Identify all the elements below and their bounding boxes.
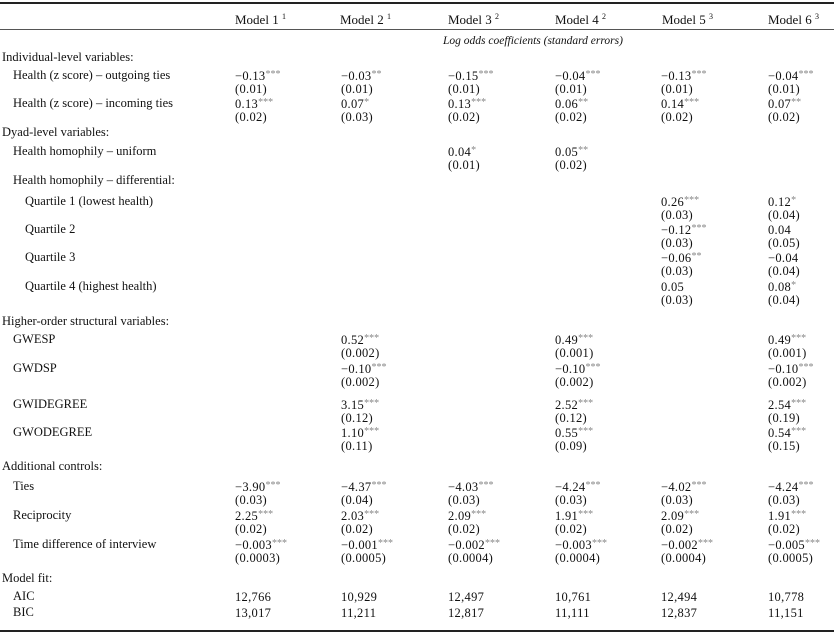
coefficient-cell bbox=[235, 479, 280, 494]
standard-error-cell: (0.03) bbox=[555, 493, 588, 507]
coefficient-cell bbox=[768, 508, 806, 523]
significance-stars: *** bbox=[578, 509, 594, 520]
coefficient-cell bbox=[768, 425, 806, 440]
significance-stars: ** bbox=[578, 145, 589, 156]
coefficient-value: −0.03 bbox=[341, 69, 372, 83]
standard-error-cell: (0.19) bbox=[768, 411, 801, 425]
coefficient-value: −0.001 bbox=[341, 538, 378, 552]
standard-error-cell: (0.04) bbox=[768, 208, 801, 222]
significance-stars: *** bbox=[484, 538, 500, 549]
top-rule bbox=[0, 2, 834, 4]
coefficient-value: −0.10 bbox=[555, 362, 586, 376]
significance-stars: ** bbox=[791, 97, 802, 108]
coefficient-value: 12,766 bbox=[235, 590, 272, 604]
column-header bbox=[340, 10, 391, 27]
coefficient-cell bbox=[341, 68, 381, 83]
coefficient-cell bbox=[661, 479, 706, 494]
coefficient-value: −4.03 bbox=[448, 480, 479, 494]
standard-error-cell: (0.03) bbox=[235, 493, 268, 507]
coefficient-value: 0.06 bbox=[555, 97, 579, 111]
standard-error-cell: (0.002) bbox=[768, 375, 807, 389]
significance-stars: *** bbox=[684, 97, 700, 108]
coefficient-value: 2.09 bbox=[448, 509, 472, 523]
coefficient-value: −0.002 bbox=[661, 538, 698, 552]
significance-stars: *** bbox=[691, 69, 707, 80]
row-label: Reciprocity bbox=[13, 508, 72, 522]
section-label: Dyad-level variables: bbox=[2, 125, 110, 139]
significance-stars: *** bbox=[798, 480, 814, 491]
coefficient-cell bbox=[235, 537, 287, 552]
column-footnote: 1 bbox=[281, 12, 286, 21]
coefficient-cell bbox=[235, 605, 271, 620]
significance-stars: *** bbox=[371, 480, 387, 491]
coefficient-cell bbox=[768, 279, 796, 294]
standard-error-cell: (0.03) bbox=[661, 236, 694, 250]
coefficient-cell bbox=[661, 508, 699, 523]
coefficient-value: 0.04 bbox=[768, 223, 792, 237]
column-footnote: 3 bbox=[814, 12, 819, 21]
coefficient-value: 11,211 bbox=[341, 606, 377, 620]
column-footnote: 2 bbox=[601, 12, 606, 21]
coefficient-value: 0.13 bbox=[448, 97, 472, 111]
coefficient-value: 0.08 bbox=[768, 280, 792, 294]
column-header-label: Model 4 bbox=[555, 12, 599, 27]
coefficient-cell bbox=[555, 508, 593, 523]
coefficient-cell bbox=[661, 68, 706, 83]
significance-stars: *** bbox=[265, 69, 281, 80]
coefficient-cell bbox=[555, 537, 607, 552]
significance-stars: * bbox=[364, 97, 370, 108]
coefficient-cell bbox=[555, 589, 591, 604]
coefficient-value: 2.09 bbox=[661, 509, 685, 523]
significance-stars: *** bbox=[258, 97, 274, 108]
standard-error-cell: (0.01) bbox=[448, 158, 481, 172]
significance-stars: *** bbox=[791, 333, 807, 344]
standard-error-cell: (0.0004) bbox=[448, 551, 494, 565]
coefficient-cell bbox=[341, 589, 377, 604]
coefficient-cell bbox=[448, 508, 486, 523]
coefficient-value: 1.91 bbox=[555, 509, 579, 523]
row-label: Quartile 4 (highest health) bbox=[25, 279, 157, 293]
column-header bbox=[662, 10, 713, 27]
coefficient-cell bbox=[555, 479, 600, 494]
standard-error-cell: (0.001) bbox=[768, 346, 807, 360]
coefficient-cell bbox=[448, 479, 493, 494]
coefficient-cell bbox=[555, 361, 600, 376]
coefficient-value: −0.12 bbox=[661, 223, 692, 237]
significance-stars: ** bbox=[578, 97, 589, 108]
significance-stars: *** bbox=[791, 509, 807, 520]
standard-error-cell: (0.01) bbox=[235, 82, 268, 96]
standard-error-cell: (0.02) bbox=[448, 110, 481, 124]
coefficient-value: −0.003 bbox=[555, 538, 592, 552]
significance-stars: ** bbox=[371, 69, 382, 80]
coefficient-value: −0.005 bbox=[768, 538, 805, 552]
row-label: GWESP bbox=[13, 332, 56, 346]
column-header-label: Model 2 bbox=[340, 12, 384, 27]
column-header-label: Model 3 bbox=[448, 12, 492, 27]
row-label: GWODEGREE bbox=[13, 425, 93, 439]
section-label: Higher-order structural variables: bbox=[2, 314, 170, 328]
standard-error-cell: (0.0005) bbox=[768, 551, 814, 565]
coefficient-cell bbox=[661, 222, 706, 237]
standard-error-cell: (0.02) bbox=[768, 522, 801, 536]
coefficient-value: 0.07 bbox=[341, 97, 365, 111]
standard-error-cell: (0.03) bbox=[661, 293, 694, 307]
significance-stars: *** bbox=[585, 480, 601, 491]
coefficient-value: 0.05 bbox=[555, 145, 579, 159]
coefficient-value: 2.52 bbox=[555, 398, 579, 412]
significance-stars: *** bbox=[377, 538, 393, 549]
coefficient-cell bbox=[768, 332, 806, 347]
coefficient-cell bbox=[555, 68, 600, 83]
standard-error-cell: (0.02) bbox=[555, 522, 588, 536]
significance-stars: *** bbox=[265, 480, 281, 491]
coefficient-value: −0.04 bbox=[768, 69, 799, 83]
significance-stars: *** bbox=[471, 509, 487, 520]
coefficient-cell bbox=[768, 96, 801, 111]
standard-error-cell: (0.03) bbox=[768, 493, 801, 507]
coefficient-cell bbox=[768, 222, 791, 237]
coefficient-value: 12,497 bbox=[448, 590, 485, 604]
coefficient-cell bbox=[341, 96, 369, 111]
significance-stars: *** bbox=[578, 426, 594, 437]
significance-stars: *** bbox=[798, 69, 814, 80]
standard-error-cell: (0.001) bbox=[555, 346, 594, 360]
coefficient-value: 0.49 bbox=[768, 333, 792, 347]
coefficient-cell bbox=[235, 96, 273, 111]
coefficient-value: 0.55 bbox=[555, 426, 579, 440]
coefficient-cell bbox=[555, 397, 593, 412]
coefficient-value: 3.15 bbox=[341, 398, 365, 412]
coefficient-value: −4.24 bbox=[768, 480, 799, 494]
significance-stars: *** bbox=[578, 398, 594, 409]
coefficient-cell bbox=[555, 425, 593, 440]
coefficient-cell bbox=[768, 537, 820, 552]
coefficient-cell bbox=[768, 361, 813, 376]
section-label: Model fit: bbox=[2, 571, 53, 585]
coefficient-value: 1.10 bbox=[341, 426, 365, 440]
coefficient-cell bbox=[341, 397, 379, 412]
coefficient-cell bbox=[448, 605, 484, 620]
coefficient-value: 13,017 bbox=[235, 606, 272, 620]
standard-error-cell: (0.02) bbox=[661, 522, 694, 536]
coefficient-value: 0.52 bbox=[341, 333, 365, 347]
standard-error-cell: (0.02) bbox=[235, 110, 268, 124]
coefficient-value: 0.04 bbox=[448, 145, 472, 159]
standard-error-cell: (0.11) bbox=[341, 439, 373, 453]
coefficient-cell bbox=[768, 479, 813, 494]
significance-stars: *** bbox=[684, 195, 700, 206]
coefficient-cell bbox=[661, 537, 713, 552]
significance-stars: *** bbox=[364, 333, 380, 344]
significance-stars: *** bbox=[471, 97, 487, 108]
significance-stars: ** bbox=[691, 251, 702, 262]
coefficient-cell bbox=[768, 194, 796, 209]
standard-error-cell: (0.09) bbox=[555, 439, 588, 453]
section-label: Individual-level variables: bbox=[2, 50, 134, 64]
significance-stars: *** bbox=[691, 480, 707, 491]
significance-stars: *** bbox=[258, 509, 274, 520]
significance-stars: *** bbox=[578, 333, 594, 344]
coefficient-cell bbox=[555, 144, 588, 159]
standard-error-cell: (0.01) bbox=[661, 82, 694, 96]
standard-error-cell: (0.02) bbox=[661, 110, 694, 124]
standard-error-cell: (0.01) bbox=[555, 82, 588, 96]
standard-error-cell: (0.15) bbox=[768, 439, 801, 453]
coefficient-value: −4.37 bbox=[341, 480, 372, 494]
coefficient-cell bbox=[448, 96, 486, 111]
coefficient-cell bbox=[341, 537, 393, 552]
coefficient-value: −4.24 bbox=[555, 480, 586, 494]
coefficient-value: 0.05 bbox=[661, 280, 685, 294]
bottom-rule bbox=[0, 630, 834, 632]
significance-stars: * bbox=[791, 280, 797, 291]
row-label: Health (z score) – incoming ties bbox=[13, 96, 174, 110]
significance-stars: *** bbox=[364, 398, 380, 409]
coefficient-value: 0.26 bbox=[661, 195, 685, 209]
row-label: Ties bbox=[13, 479, 35, 493]
coefficient-value: −0.13 bbox=[235, 69, 266, 83]
column-header bbox=[448, 10, 499, 27]
coefficient-value: 0.13 bbox=[235, 97, 259, 111]
standard-error-cell: (0.12) bbox=[555, 411, 588, 425]
coefficient-cell bbox=[235, 508, 273, 523]
coefficient-value: 2.54 bbox=[768, 398, 792, 412]
standard-error-cell: (0.03) bbox=[661, 264, 694, 278]
coefficient-value: 12,837 bbox=[661, 606, 698, 620]
coefficient-value: 0.14 bbox=[661, 97, 685, 111]
coefficient-cell bbox=[555, 605, 590, 620]
standard-error-cell: (0.02) bbox=[555, 158, 588, 172]
significance-stars: * bbox=[791, 195, 797, 206]
coefficient-cell bbox=[341, 361, 386, 376]
coefficient-value: 10,778 bbox=[768, 590, 805, 604]
column-header-label: Model 1 bbox=[235, 12, 279, 27]
row-label: Quartile 3 bbox=[25, 250, 76, 264]
significance-stars: *** bbox=[684, 509, 700, 520]
coefficient-cell bbox=[768, 68, 813, 83]
standard-error-cell: (0.0003) bbox=[235, 551, 281, 565]
significance-stars: *** bbox=[364, 509, 380, 520]
standard-error-cell: (0.12) bbox=[341, 411, 374, 425]
coefficient-cell bbox=[448, 537, 500, 552]
coefficient-cell bbox=[768, 250, 798, 265]
coefficient-cell bbox=[768, 397, 806, 412]
standard-error-cell: (0.03) bbox=[661, 208, 694, 222]
standard-error-cell: (0.02) bbox=[448, 522, 481, 536]
standard-error-cell: (0.002) bbox=[341, 375, 380, 389]
significance-stars: *** bbox=[697, 538, 713, 549]
column-footnote: 1 bbox=[386, 12, 391, 21]
coefficient-cell bbox=[661, 96, 699, 111]
coefficient-value: −0.15 bbox=[448, 69, 479, 83]
coefficient-value: −0.06 bbox=[661, 251, 692, 265]
column-header bbox=[555, 10, 606, 27]
standard-error-cell: (0.03) bbox=[341, 110, 374, 124]
coefficient-cell bbox=[341, 425, 379, 440]
coefficient-cell bbox=[235, 589, 271, 604]
coefficient-cell bbox=[341, 508, 379, 523]
coefficient-value: −0.003 bbox=[235, 538, 272, 552]
row-label: Health homophily – uniform bbox=[13, 144, 157, 158]
row-label: Quartile 2 bbox=[25, 222, 76, 236]
standard-error-cell: (0.02) bbox=[768, 110, 801, 124]
column-footnote: 2 bbox=[494, 12, 499, 21]
coefficient-cell bbox=[448, 68, 493, 83]
significance-stars: *** bbox=[371, 362, 387, 373]
standard-error-cell: (0.02) bbox=[235, 522, 268, 536]
significance-stars: *** bbox=[585, 69, 601, 80]
coefficient-value: −0.04 bbox=[768, 251, 799, 265]
standard-error-cell: (0.03) bbox=[448, 493, 481, 507]
significance-stars: *** bbox=[364, 426, 380, 437]
coefficient-cell bbox=[555, 96, 588, 111]
significance-stars: *** bbox=[791, 426, 807, 437]
coefficient-value: 11,151 bbox=[768, 606, 804, 620]
coefficient-value: 12,817 bbox=[448, 606, 485, 620]
significance-stars: *** bbox=[591, 538, 607, 549]
standard-error-cell: (0.04) bbox=[341, 493, 374, 507]
significance-stars: *** bbox=[478, 69, 494, 80]
coefficient-value: 0.07 bbox=[768, 97, 792, 111]
coefficient-value: −0.13 bbox=[661, 69, 692, 83]
coefficient-cell bbox=[448, 589, 484, 604]
coefficient-value: −0.002 bbox=[448, 538, 485, 552]
significance-stars: *** bbox=[478, 480, 494, 491]
coefficient-value: 12,494 bbox=[661, 590, 698, 604]
coefficient-value: 0.54 bbox=[768, 426, 792, 440]
coefficient-cell bbox=[661, 250, 701, 265]
coefficient-cell bbox=[341, 332, 379, 347]
standard-error-cell: (0.01) bbox=[448, 82, 481, 96]
coefficient-cell bbox=[341, 605, 376, 620]
significance-stars: *** bbox=[691, 223, 707, 234]
standard-error-cell: (0.03) bbox=[661, 493, 694, 507]
coefficient-value: −0.04 bbox=[555, 69, 586, 83]
significance-stars: *** bbox=[804, 538, 820, 549]
coefficient-cell bbox=[448, 144, 476, 159]
coefficient-value: −4.02 bbox=[661, 480, 692, 494]
column-header-label: Model 6 bbox=[768, 12, 812, 27]
header-rule bbox=[0, 29, 834, 30]
coefficient-cell bbox=[661, 279, 684, 294]
standard-error-cell: (0.02) bbox=[341, 522, 374, 536]
coefficient-cell bbox=[555, 332, 593, 347]
row-label: Health (z score) – outgoing ties bbox=[13, 68, 171, 82]
standard-error-cell: (0.0004) bbox=[555, 551, 601, 565]
coefficient-cell bbox=[661, 589, 697, 604]
standard-error-cell: (0.002) bbox=[555, 375, 594, 389]
row-label: Quartile 1 (lowest health) bbox=[25, 194, 154, 208]
coefficient-cell bbox=[235, 68, 280, 83]
standard-error-cell: (0.01) bbox=[768, 82, 801, 96]
coefficient-value: 10,761 bbox=[555, 590, 592, 604]
row-label: GWIDEGREE bbox=[13, 397, 88, 411]
standard-error-cell: (0.04) bbox=[768, 293, 801, 307]
row-label: GWDSP bbox=[13, 361, 57, 375]
coefficient-cell bbox=[768, 605, 804, 620]
coefficient-value: 2.25 bbox=[235, 509, 259, 523]
column-header bbox=[768, 10, 819, 27]
coefficient-value: 0.12 bbox=[768, 195, 792, 209]
coefficient-value: −0.10 bbox=[768, 362, 799, 376]
coefficient-value: 0.49 bbox=[555, 333, 579, 347]
row-label: Time difference of interview bbox=[13, 537, 157, 551]
coefficient-value: −3.90 bbox=[235, 480, 266, 494]
coefficient-cell bbox=[341, 479, 386, 494]
significance-stars: *** bbox=[271, 538, 287, 549]
standard-error-cell: (0.01) bbox=[341, 82, 374, 96]
row-label: AIC bbox=[13, 589, 35, 603]
standard-error-cell: (0.02) bbox=[555, 110, 588, 124]
coefficient-value: 1.91 bbox=[768, 509, 792, 523]
table-subheader: Log odds coefficients (standard errors) bbox=[443, 35, 623, 47]
coefficient-cell bbox=[661, 194, 699, 209]
section-label: Additional controls: bbox=[2, 459, 103, 473]
standard-error-cell: (0.0004) bbox=[661, 551, 707, 565]
coefficient-value: 10,929 bbox=[341, 590, 378, 604]
significance-stars: *** bbox=[798, 362, 814, 373]
coefficient-cell bbox=[661, 605, 697, 620]
coefficient-value: −0.10 bbox=[341, 362, 372, 376]
significance-stars: *** bbox=[585, 362, 601, 373]
subsection-label: Health homophily – differential: bbox=[13, 173, 175, 187]
column-header-label: Model 5 bbox=[662, 12, 706, 27]
significance-stars: * bbox=[471, 145, 477, 156]
standard-error-cell: (0.002) bbox=[341, 346, 380, 360]
row-label: BIC bbox=[13, 605, 34, 619]
standard-error-cell: (0.04) bbox=[768, 264, 801, 278]
coefficient-cell bbox=[768, 589, 804, 604]
standard-error-cell: (0.0005) bbox=[341, 551, 387, 565]
coefficient-value: 2.03 bbox=[341, 509, 365, 523]
column-header bbox=[235, 10, 286, 27]
significance-stars: *** bbox=[791, 398, 807, 409]
standard-error-cell: (0.05) bbox=[768, 236, 801, 250]
coefficient-value: 11,111 bbox=[555, 606, 590, 620]
column-footnote: 3 bbox=[708, 12, 713, 21]
